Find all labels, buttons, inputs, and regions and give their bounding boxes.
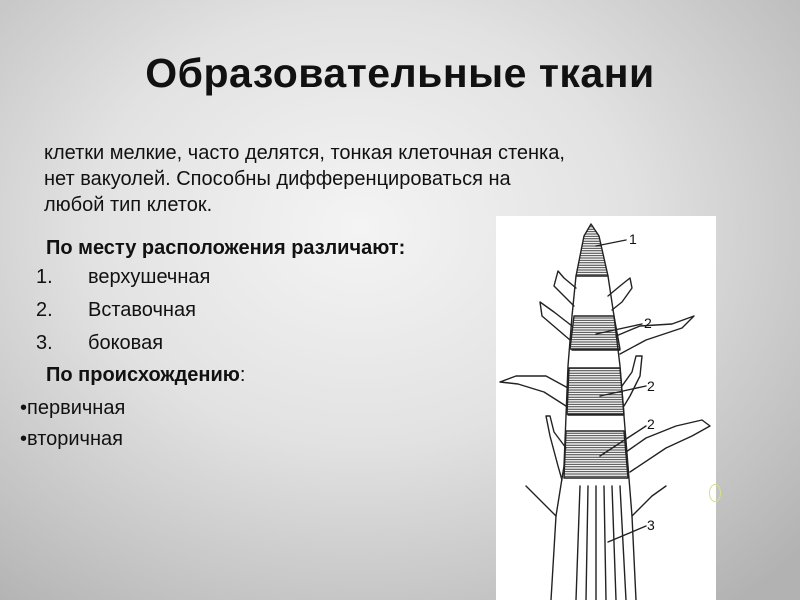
apex-region (576, 224, 608, 276)
list-item-label: верхушечная (88, 266, 211, 288)
bullet-icon: • (20, 397, 28, 419)
list-item-label: Вставочная (88, 299, 196, 321)
intro-line: нет вакуолей. Способны дифференцироваться на (44, 168, 511, 190)
diagram-label: 2 (647, 378, 655, 394)
diagram-label: 2 (644, 315, 652, 331)
diagram-label: 1 (629, 231, 637, 247)
intercalary-band-3 (564, 431, 628, 478)
list-item-label: вторичная (27, 428, 123, 450)
list-item-number: 3. (36, 332, 53, 354)
stem-meristem-diagram (496, 216, 716, 600)
list-item-label: первичная (27, 397, 126, 419)
leaf-right-2 (616, 316, 694, 354)
slide-title: Образовательные ткани (145, 50, 655, 96)
leaf-left-1 (554, 271, 576, 306)
by-origin-colon: : (239, 364, 246, 386)
leaf-right-3 (622, 356, 642, 406)
edge-marker (709, 484, 721, 502)
bullet-icon: • (20, 428, 28, 450)
intro-line: любой тип клеток. (44, 194, 213, 216)
list-item-number: 1. (36, 266, 53, 288)
list-item (20, 395, 125, 421)
list-item-label: боковая (88, 332, 164, 354)
leaf-right-4 (626, 420, 710, 472)
intro-line: клетки мелкие, часто делятся, тонкая клеточная стенка, (44, 142, 565, 164)
diagram-label: 2 (647, 416, 655, 432)
by-origin-heading-text: По происхождению (46, 364, 240, 386)
by-origin-heading (46, 362, 245, 388)
intro-paragraph (44, 140, 744, 218)
leaf-left-2 (540, 302, 572, 340)
diagram-label: 3 (647, 517, 655, 533)
leaf-left-3 (500, 376, 568, 406)
list-item (20, 426, 123, 452)
by-location-heading: По месту расположения различают: (46, 237, 406, 259)
leaf-right-1 (608, 278, 632, 310)
intercalary-band-1 (570, 316, 620, 349)
intercalary-band-2 (567, 368, 624, 414)
list-item-number: 2. (36, 299, 53, 321)
